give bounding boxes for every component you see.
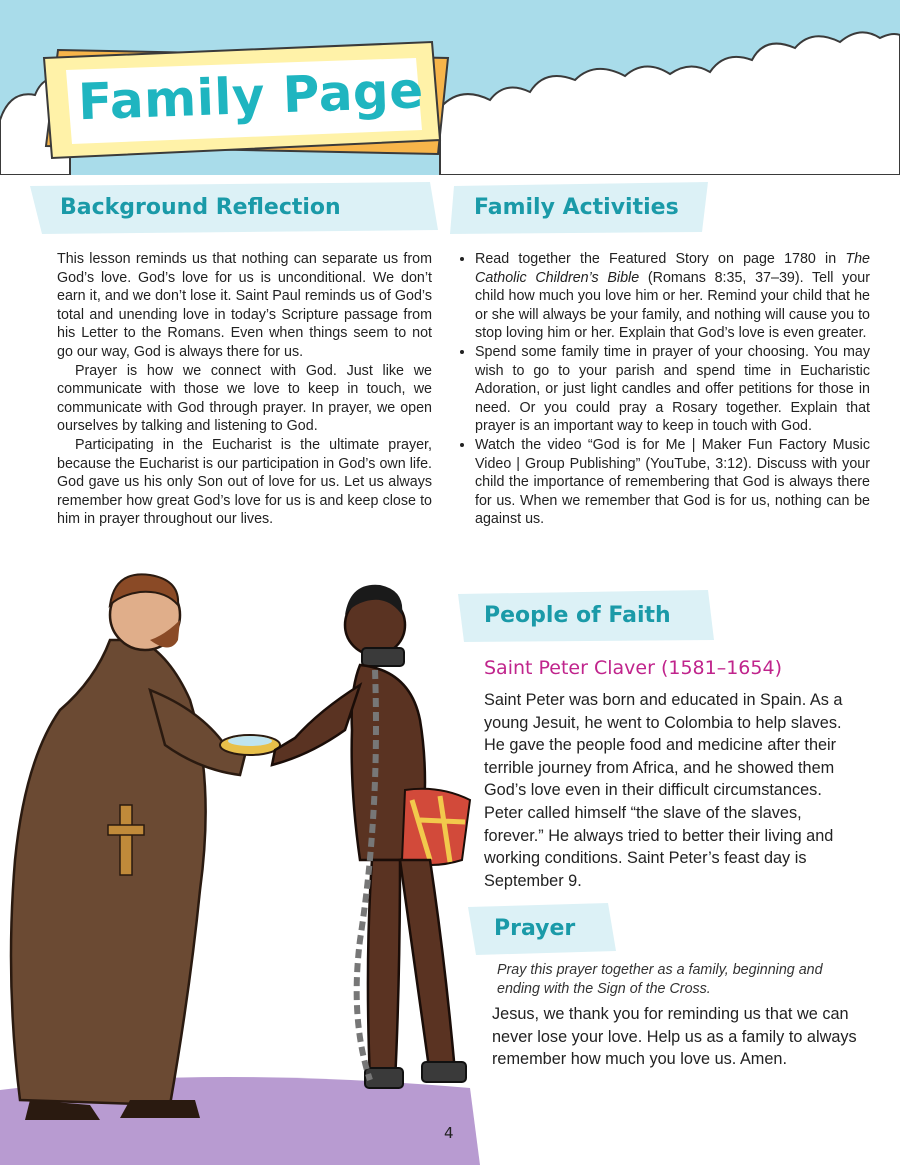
title-badge: [40, 36, 460, 166]
activity-item: • Watch the video “God is for Me | Maker Fun Factory Music Video | Group Publishing” (YouTube, 3:12). Discuss with your child the importance of remembering that God is always there for us. When we remember that God is for us, nothing can be against us.: [475, 436, 870, 529]
people-of-faith-header: [458, 590, 716, 642]
prayer-instructions: Pray this prayer together as a family, beginning and ending with the Sign of the Cross.: [497, 962, 823, 997]
reflection-paragraph: Prayer is how we connect with God. Just like we communicate with those we love to keep in touch, we communicate with God through prayer. In prayer, we open ourselves by talking and listening to God.: [57, 362, 432, 435]
activity-text: Read together the Featured Story on page 1780 in: [475, 251, 846, 267]
family-activities-list: [455, 250, 870, 529]
saint-peter-claver-illustration: [0, 560, 480, 1165]
saint-biography: Saint Peter was born and educated in Spain. As a young Jesuit, he went to Colombia to help slaves. He gave the people food and medicine after their terrible journey from Africa, and he showed them God’s love even in their difficult circumstances. Peter called himself “the slave of the slaves, forever.” He always tried to better their living and working conditions. Saint Peter’s feast day is September 9.: [484, 691, 843, 890]
activity-item: [475, 250, 870, 343]
background-reflection-text: [57, 250, 432, 529]
background-reflection-header: [30, 182, 440, 234]
activity-item: • Spend some family time in prayer of your choosing. You may wish to go to your parish and spend time in Eucharistic Adoration, or just light candles and offer petitions for those in need. Or you could pray a Rosary together. Explain that prayer is an important way to keep in touch with God.: [475, 343, 870, 436]
reflection-paragraph: This lesson reminds us that nothing can separate us from God’s love. God’s love for us is unconditional. We don’t earn it, and we don’t lose it. Saint Paul reminds us of God’s total and unending love in today’s Scripture passage from his Letter to the Romans. Even when things seem to not go our way, God is always there for us.: [57, 251, 432, 360]
saint-name: Saint Peter Claver (1581–1654): [484, 657, 782, 679]
background-reflection-heading: Background Reflection: [60, 195, 341, 220]
reflection-paragraph: Participating in the Eucharist is the ultimate prayer, because the Eucharist is our participation in God’s own life. God gave us his only Son out of love for us. Let us always remember how great God’s love for us is and keep close to him in prayer throughout our lives.: [57, 436, 432, 528]
enslaved-man-figure: [272, 585, 470, 1088]
prayer-heading: Prayer: [494, 916, 576, 941]
activity-text: (Romans 8:35, 37–39). Tell your child how much you love him or her. Remind your child that he or she will always be your family, and nothing will cause you to stop loving him or her. Explain that God’s love is even greater.: [475, 269, 870, 342]
family-activities-heading: Family Activities: [474, 195, 679, 220]
priest-figure: [11, 574, 245, 1120]
prayer-text: Jesus, we thank you for reminding us that we can never lose your love. Help us as a family to always remember how much you love us. Amen.: [492, 1005, 857, 1069]
prayer-header: [468, 903, 618, 955]
bible-title: The Catholic Children’s Bible: [475, 251, 870, 286]
family-activities-header: [450, 182, 712, 234]
page-number: 4: [444, 1124, 454, 1142]
people-of-faith-heading: People of Faith: [484, 603, 671, 628]
page-title: Family Page: [77, 61, 425, 132]
